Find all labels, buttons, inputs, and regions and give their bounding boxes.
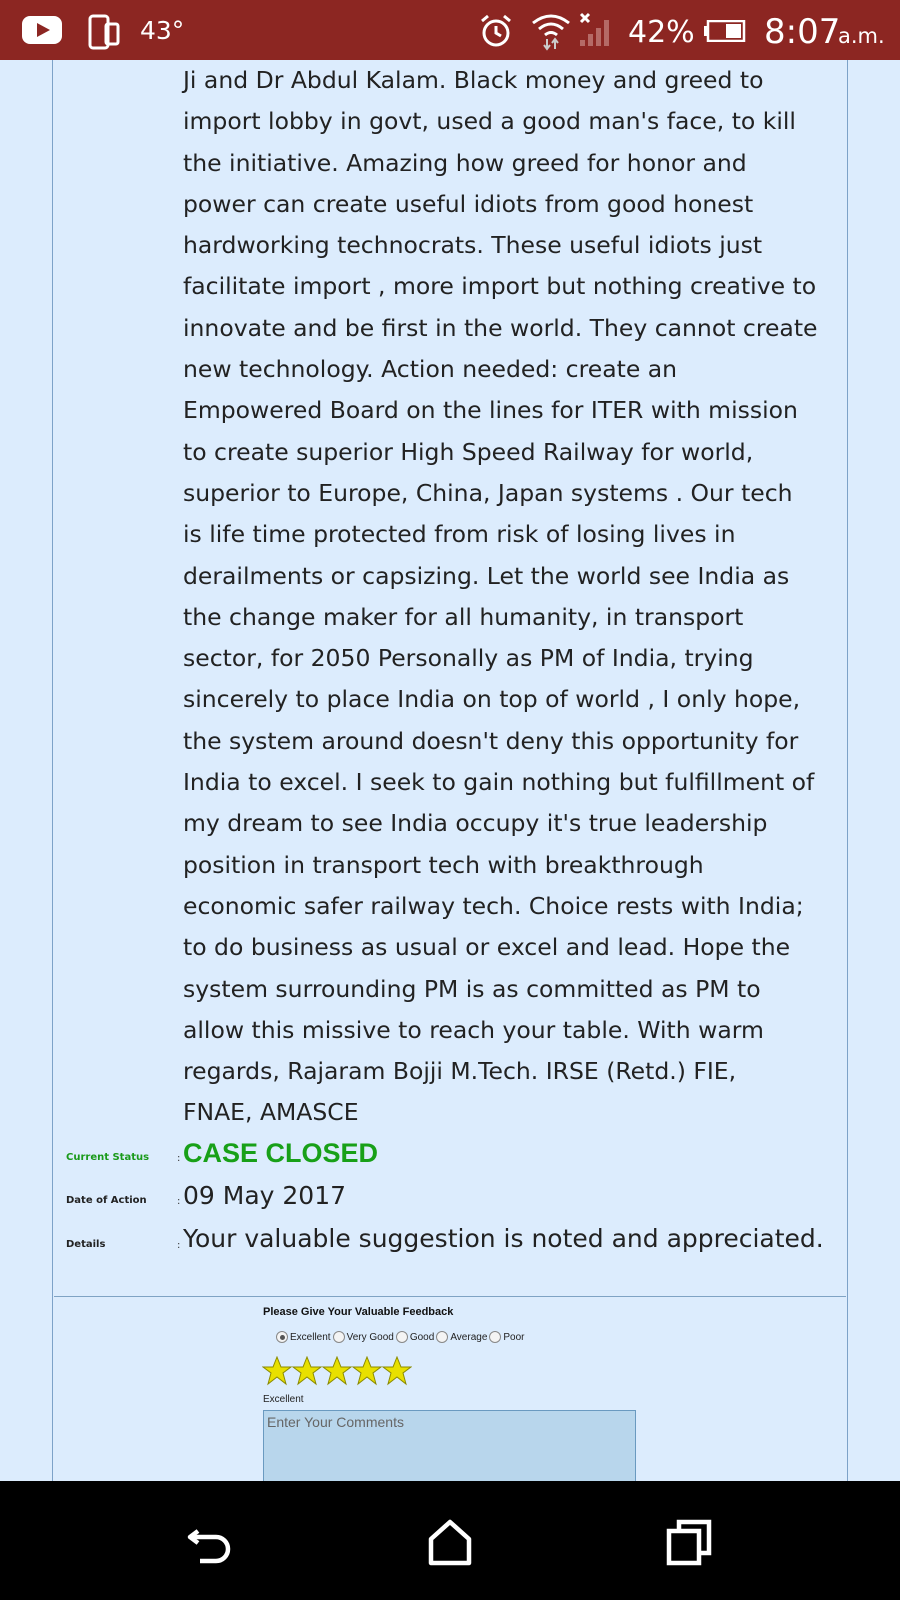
complaint-line: the initiative. Amazing how greed for honor and — [183, 148, 747, 177]
radio-good[interactable]: Good — [396, 1331, 434, 1343]
navigation-bar — [0, 1481, 900, 1600]
complaint-line: sector, for 2050 Personally as PM of India, trying — [183, 644, 754, 673]
radio-poor[interactable]: Poor — [489, 1331, 524, 1343]
wifi-icon — [530, 11, 572, 51]
battery-percent: 42% — [628, 15, 695, 50]
complaint-line: economic safer railway tech. Choice rests with India; — [183, 891, 804, 920]
current-status-label: Current Status — [66, 1152, 150, 1163]
complaint-line: innovate and be first in the world. They cannot create — [183, 313, 818, 342]
home-icon[interactable] — [425, 1517, 475, 1567]
comments-input[interactable] — [263, 1410, 636, 1482]
radio-button[interactable] — [436, 1331, 448, 1343]
rating-label: Excellent — [263, 1394, 304, 1405]
details-value: Your valuable suggestion is noted and appreciated. — [183, 1224, 824, 1253]
complaint-line: is life time protected from risk of losing lives in — [183, 520, 736, 549]
screen-mirror-icon — [86, 14, 122, 50]
status-badge: CASE CLOSED — [183, 1138, 379, 1168]
radio-button[interactable] — [489, 1331, 501, 1343]
complaint-line: my dream to see India occupy it's true leadership — [183, 809, 768, 838]
complaint-line: import lobby in govt, used a good man's face, to kill — [183, 107, 796, 136]
colon-separator: : — [177, 1196, 181, 1207]
temperature-text: 43° — [140, 16, 185, 45]
complaint-line: facilitate import , more import but nothing creative to — [183, 272, 817, 301]
star-icon[interactable] — [352, 1356, 382, 1386]
complaint-line: new technology. Action needed: create an — [183, 355, 678, 384]
alarm-clock-icon — [478, 13, 514, 49]
radio-button[interactable] — [333, 1331, 345, 1343]
recent-apps-icon[interactable] — [665, 1517, 715, 1567]
complaint-line: derailments or capsizing. Let the world see India as — [183, 561, 790, 590]
star-icon[interactable] — [262, 1356, 292, 1386]
radio-average[interactable]: Average — [436, 1331, 487, 1343]
status-bar — [0, 0, 900, 60]
details-label: Details — [66, 1239, 106, 1250]
colon-separator: : — [177, 1240, 181, 1251]
star-icon[interactable] — [382, 1356, 412, 1386]
radio-button[interactable] — [276, 1331, 288, 1343]
feedback-options — [276, 1331, 527, 1343]
radio-excellent[interactable]: Excellent — [276, 1331, 331, 1343]
complaint-line: regards, Rajaram Bojji M.Tech. IRSE (Retd.) FIE, — [183, 1057, 737, 1086]
complaint-text — [183, 60, 838, 1134]
complaint-line: position in transport tech with breakthrough — [183, 850, 704, 879]
radio-very-good[interactable]: Very Good — [333, 1331, 394, 1343]
divider — [54, 1296, 846, 1297]
complaint-line: superior to Europe, China, Japan systems . Our tech — [183, 478, 793, 507]
complaint-line: to do business as usual or excel and lead. Hope the — [183, 933, 791, 962]
star-icon[interactable] — [322, 1356, 352, 1386]
feedback-title: Please Give Your Valuable Feedback — [263, 1306, 454, 1318]
complaint-line: Empowered Board on the lines for ITER with mission — [183, 396, 798, 425]
complaint-line: FNAE, AMASCE — [183, 1098, 359, 1127]
radio-button[interactable] — [396, 1331, 408, 1343]
colon-separator: : — [177, 1153, 181, 1164]
complaint-line: allow this missive to reach your table. With warm — [183, 1015, 764, 1044]
date-of-action-value: 09 May 2017 — [183, 1181, 347, 1210]
complaint-line: hardworking technocrats. These useful idiots just — [183, 231, 763, 260]
complaint-line: power can create useful idiots from good honest — [183, 189, 754, 218]
complaint-line: India to excel. I seek to gain nothing but fulfillment of — [183, 768, 815, 797]
complaint-line: system surrounding PM is as committed as PM to — [183, 974, 761, 1003]
clock-ampm: a.m. — [838, 24, 885, 48]
complaint-line: sincerely to place India on top of world , I only hope, — [183, 685, 801, 714]
clock-time: 8:07 — [764, 12, 841, 52]
signal-icon — [578, 12, 616, 48]
complaint-line: Ji and Dr Abdul Kalam. Black money and greed to — [183, 66, 764, 94]
battery-icon — [704, 20, 746, 42]
youtube-icon — [22, 16, 62, 44]
star-icon[interactable] — [292, 1356, 322, 1386]
complaint-line: to create superior High Speed Railway for world, — [183, 437, 754, 466]
complaint-line: the system around doesn't deny this opportunity for — [183, 726, 799, 755]
complaint-line: the change maker for all humanity, in transport — [183, 602, 744, 631]
date-of-action-label: Date of Action — [66, 1195, 147, 1206]
back-icon[interactable] — [186, 1517, 236, 1567]
star-rating[interactable] — [262, 1356, 412, 1386]
